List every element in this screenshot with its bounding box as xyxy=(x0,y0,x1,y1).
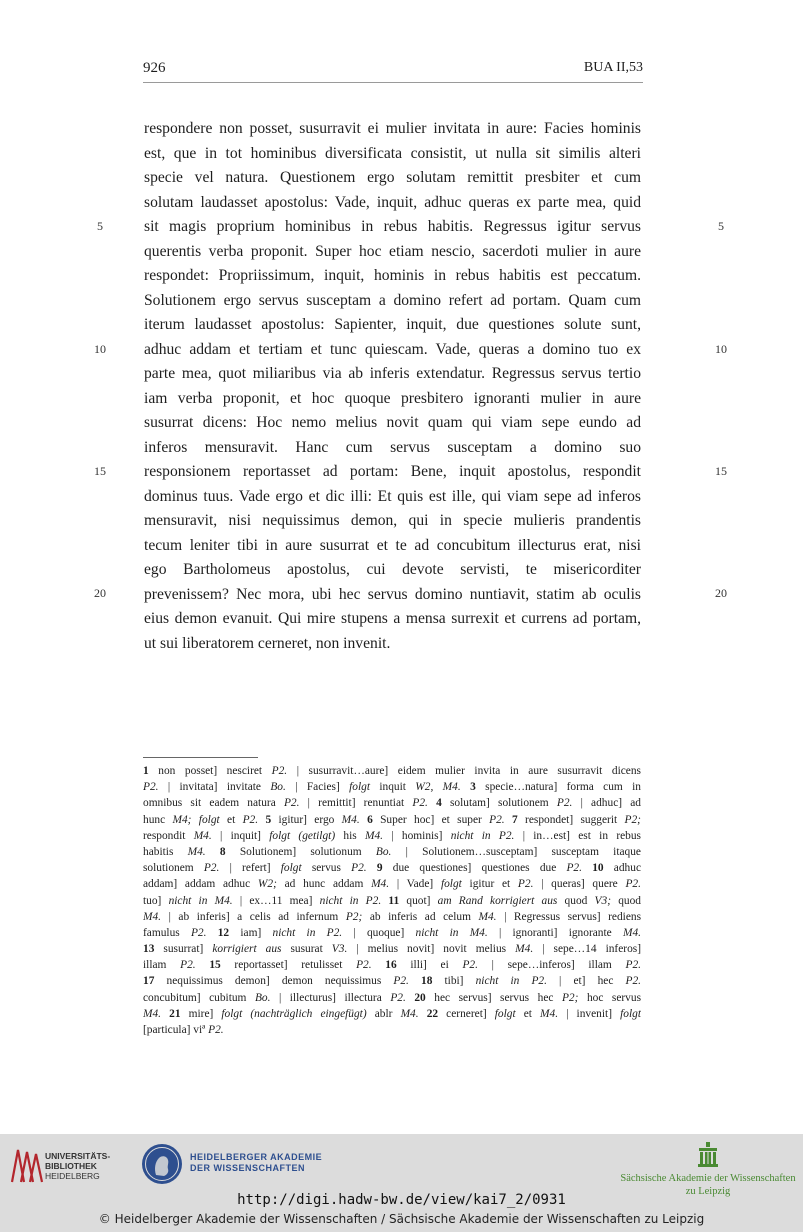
apparatus-text: illi] ei xyxy=(396,959,463,972)
apparatus-text: respondit xyxy=(143,829,194,842)
apparatus-text xyxy=(372,959,386,971)
apparatus-text: | susurravit…aure] eidem mulier invita in aure susurravit dicens xyxy=(287,765,641,777)
apparatus-text: due questiones] questiones due xyxy=(382,862,567,875)
line-number: 15 xyxy=(94,464,106,478)
apparatus-text: | Vade] xyxy=(389,878,441,891)
apparatus-siglum: P2. xyxy=(203,862,220,875)
line-number: 20 xyxy=(715,586,727,600)
running-head xyxy=(143,60,643,83)
apparatus-line-ref: 21 xyxy=(169,1007,181,1020)
apparatus-siglum: P2. xyxy=(462,959,478,972)
apparatus-siglum: P2; xyxy=(624,813,641,826)
text-line: ego Bartholomeus apostolus, cui devote servisti, te misericorditer xyxy=(144,561,641,578)
apparatus-siglum: P2; xyxy=(345,910,363,923)
apparatus-siglum: M4. xyxy=(371,878,390,891)
text-line: iterum laudasset apostolus: Sapienter, inquit, due questiones solute sunt, xyxy=(144,316,641,333)
apparatus-line-ref: 12 xyxy=(217,926,230,939)
apparatus-line-ref: 13 xyxy=(143,943,155,956)
apparatus-siglum: P2; xyxy=(561,991,579,1004)
apparatus-text xyxy=(409,975,421,987)
apparatus-line-ref: 22 xyxy=(426,1007,439,1020)
apparatus-text: | ignoranti] ignorante xyxy=(487,926,623,939)
text-line: parte mea, quot miliaribus via ab inferis extendatur. Regressus servus tertio xyxy=(144,365,641,382)
apparatus-siglum: P2. xyxy=(393,975,409,988)
apparatus-line xyxy=(143,812,641,828)
apparatus-siglum: P2. xyxy=(625,959,641,972)
text-line: respondet: Propriissimum, inquit, hominis in rebus habitis est peccatum. xyxy=(144,267,641,284)
apparatus-line xyxy=(143,860,641,876)
line-number: 10 xyxy=(715,342,727,356)
apparatus-text xyxy=(461,781,470,793)
apparatus-text: | Solutionem…susceptam] susceptam itaque xyxy=(391,845,641,858)
apparatus-line-ref: 20 xyxy=(414,991,426,1004)
apparatus-siglum: M4. xyxy=(515,943,534,956)
apparatus-siglum: W2, M4. xyxy=(415,781,461,794)
apparatus-siglum: P2. xyxy=(517,878,534,891)
apparatus-text: Solutionem] solutionum xyxy=(225,845,376,858)
apparatus-text: famulus xyxy=(143,926,191,939)
text-line: responsionem reportasset ad portam: Bene, inquit apostolus, respondit xyxy=(144,463,641,480)
apparatus-text: | queras] quere xyxy=(533,878,626,891)
apparatus-siglum: nicht in P2. xyxy=(319,894,382,907)
apparatus-text: addam] addam adhuc xyxy=(143,878,258,891)
apparatus-text xyxy=(360,814,367,826)
apparatus-text: | invenit] xyxy=(558,1007,621,1020)
apparatus-text xyxy=(582,862,592,874)
apparatus-text: et xyxy=(219,813,243,826)
text-line: adhuc addam et tertiam et tunc quiescam. Vade, queras a domino tuo ex xyxy=(144,340,641,358)
apparatus-line xyxy=(143,876,641,892)
hadw-seal-logo[interactable] xyxy=(140,1142,184,1186)
apparatus-siglum: P2. xyxy=(190,926,207,939)
apparatus-text: | remittit] renuntiat xyxy=(299,797,413,810)
text-line: querentis verba proponit. Super hoc etiam nescio, sacerdoti mulier in aure xyxy=(144,242,641,260)
apparatus-line-ref: 16 xyxy=(385,959,397,972)
apparatus-text: mire] xyxy=(180,1007,222,1020)
text-line: ut sui liberatorem cerneret, non invenit. xyxy=(144,634,391,652)
text-line: sit magis proprium hominibus in rebus habitis. Regressus igitur servus xyxy=(144,218,641,235)
apparatus-siglum: folgt xyxy=(280,862,302,875)
apparatus-line-ref: 6 xyxy=(367,813,373,826)
apparatus-text: hunc xyxy=(143,813,173,826)
apparatus-siglum: folgt (nachträglich eingefügt) xyxy=(221,1007,367,1020)
apparatus-text xyxy=(196,959,210,971)
text-line: solutam laudasset apostolus: Vade, inquit, adhuc queras ex parte mea, quid xyxy=(144,193,641,211)
apparatus-text: cerneret] xyxy=(438,1007,495,1020)
apparatus-text: | hominis] xyxy=(383,829,451,842)
apparatus-text: | inquit] xyxy=(211,829,270,842)
permalink-url[interactable]: http://digi.hadw-bw.de/view/kai7_2/0931 xyxy=(237,1192,566,1208)
apparatus-line-ref: 17 xyxy=(143,975,155,988)
apparatus-siglum: P2. xyxy=(283,797,300,810)
apparatus-line xyxy=(143,893,641,909)
apparatus-text: | ex…11 mea] xyxy=(232,894,320,907)
apparatus-line xyxy=(143,941,641,957)
apparatus-siglum: V3; xyxy=(594,894,611,907)
apparatus-text: nequissimus demon] demon nequissimus xyxy=(154,975,394,988)
apparatus-line xyxy=(143,973,641,989)
apparatus-siglum: M4. xyxy=(365,829,384,842)
apparatus-siglum: folgt (getilgt) xyxy=(269,829,336,842)
apparatus-text: concubitum] cubitum xyxy=(143,991,255,1004)
apparatus-siglum: nicht in M4. xyxy=(168,894,233,907)
apparatus-siglum: M4. xyxy=(622,926,641,939)
line-number: 20 xyxy=(94,586,106,600)
apparatus-text: hec servus] servus hec xyxy=(425,991,562,1004)
apparatus-text: | refert] xyxy=(219,862,281,875)
apparatus-line xyxy=(143,1006,641,1022)
apparatus-text xyxy=(505,814,512,826)
apparatus-text: respondet] suggerit xyxy=(517,813,625,826)
apparatus-line xyxy=(143,844,641,860)
apparatus-siglum: korrigiert aus xyxy=(212,943,282,956)
apparatus-siglum: P2. xyxy=(180,959,196,972)
apparatus-text: | Facies] xyxy=(285,781,350,794)
saw-name: Sächsische Akademie der Wissenschaften zu Leipzig xyxy=(620,1173,796,1197)
apparatus-siglum: folgt xyxy=(620,1007,641,1020)
apparatus-siglum: P2. xyxy=(625,878,641,891)
apparatus-line xyxy=(143,909,641,925)
apparatus-text: inquit xyxy=(370,781,416,794)
apparatus-line-ref: 11 xyxy=(388,894,400,907)
apparatus-siglum: P2. xyxy=(208,1024,224,1036)
text-line: est, que in tot hominibus diversificata consistit, ut nulla sit similis alteri xyxy=(144,144,641,162)
apparatus-text: quod xyxy=(557,894,595,907)
apparatus-text: quot] xyxy=(399,894,438,907)
apparatus-text: [particula] viª xyxy=(143,1024,209,1036)
apparatus-text: omnibus sit eadem natura xyxy=(143,797,284,810)
main-text xyxy=(144,117,641,656)
apparatus-siglum: M4. xyxy=(400,1007,419,1020)
apparatus-text: adhuc xyxy=(603,862,641,875)
apparatus-line xyxy=(143,795,641,811)
apparatus-text xyxy=(419,1008,427,1020)
apparatus-siglum: P2. xyxy=(356,959,372,972)
apparatus-siglum: nicht in P2. xyxy=(450,829,515,842)
page-number: 926 xyxy=(143,60,166,76)
apparatus-text: | ab inferis] a celis ad infernum xyxy=(161,910,346,923)
text-line: dominus tuus. Vade ergo et dic illi: Et quis est ille, qui viam sepe ad inferos xyxy=(144,487,641,505)
saw-leipzig-logo[interactable] xyxy=(697,1142,719,1168)
apparatus-line-ref: 10 xyxy=(592,862,604,875)
apparatus-line-ref: 15 xyxy=(209,959,221,972)
apparatus-text: | et] hec xyxy=(546,975,626,988)
apparatus-line-ref: 18 xyxy=(421,975,433,988)
line-number: 10 xyxy=(94,342,106,356)
apparatus-text: Super hoc] et super xyxy=(372,813,490,826)
text-line: tecum leniter tibi in aure susurrat et te ad concubitum illecturus erat, nisi xyxy=(144,536,641,554)
apparatus-text: ab inferis ad celum xyxy=(362,910,479,923)
hadw-name: HEIDELBERGER AKADEMIE DER WISSENSCHAFTEN xyxy=(190,1152,323,1173)
apparatus-line-ref: 4 xyxy=(436,797,442,810)
apparatus-text: non posset] nesciret xyxy=(148,765,272,777)
apparatus-siglum: nicht in M4. xyxy=(415,926,488,939)
text-line: specie vel natura. Questionem ergo solutam remittit presbiter et cum xyxy=(144,169,641,186)
text-line: susurrat dicens: Hoc nemo melius novit quam qui viam sepe eundo ad xyxy=(144,414,641,431)
apparatus-line xyxy=(143,779,641,795)
line-number: 5 xyxy=(97,219,103,233)
text-line: mensuravit, nisi nequissimus demon, qui in specie mulieris prandentis xyxy=(144,512,641,529)
apparatus-siglum: nicht in P2. xyxy=(272,926,343,939)
apparatus-text xyxy=(161,1008,169,1020)
apparatus-siglum: nicht in P2. xyxy=(475,975,547,988)
apparatus-text: et xyxy=(515,1007,541,1020)
section-reference: BUA II,53 xyxy=(583,60,643,75)
apparatus-siglum: P2. xyxy=(271,765,288,777)
apparatus-text xyxy=(428,797,436,809)
apparatus-text: solutionem xyxy=(143,862,204,875)
apparatus-siglum: P2. xyxy=(489,813,505,826)
apparatus-siglum: M4. xyxy=(143,910,162,923)
apparatus-siglum: P2. xyxy=(412,797,428,810)
apparatus-text: illam xyxy=(143,959,181,972)
apparatus-line xyxy=(143,990,641,1006)
apparatus-siglum: P2. xyxy=(143,781,159,794)
apparatus-line-ref: 1 xyxy=(143,765,149,777)
apparatus-text: ad hunc addam xyxy=(276,878,372,891)
apparatus-siglum: W2; xyxy=(257,878,277,891)
apparatus-siglum: M4. xyxy=(540,1007,559,1020)
apparatus-text xyxy=(206,846,220,858)
apparatus-siglum: P2. xyxy=(566,862,582,875)
apparatus-text: igitur] ergo xyxy=(271,813,342,826)
apparatus-text: | Regressus servus] rediens xyxy=(496,910,641,923)
apparatus-siglum: M4. xyxy=(187,845,206,858)
apparatus-siglum: Bo. xyxy=(254,991,271,1004)
apparatus-text: | melius novit] novit melius xyxy=(347,943,516,956)
text-line: respondere non posset, susurravit ei mulier invitata in aure: Facies hominis xyxy=(144,120,641,137)
apparatus-siglum: folgt xyxy=(349,781,370,794)
apparatus-text: susurrat] xyxy=(154,943,213,956)
apparatus-text: servus xyxy=(301,862,352,875)
apparatus-siglum: M4; folgt xyxy=(172,813,220,826)
text-line: eius demon evanuit. Qui mire stupens a mensa surrexit et currens ad portam, xyxy=(144,610,641,627)
apparatus-siglum: Bo. xyxy=(270,781,286,794)
apparatus-text: tibi] xyxy=(432,975,476,988)
apparatus-siglum: am Rand korrigiert aus xyxy=(437,894,558,907)
apparatus-text: iam] xyxy=(229,926,273,939)
apparatus-line-ref: 5 xyxy=(265,813,272,826)
apparatus-text: | adhuc] ad xyxy=(572,797,641,810)
apparatus-line xyxy=(143,957,641,973)
text-line: Solutionem ergo servus susceptam a domino refert ad portam. Quam cum xyxy=(144,291,641,309)
apparatus-line-ref: 8 xyxy=(219,845,226,858)
apparatus-siglum: P2. xyxy=(390,991,406,1004)
apparatus-text: ablr xyxy=(366,1007,401,1020)
apparatus-siglum: folgt xyxy=(440,878,462,891)
apparatus-text: his xyxy=(335,829,365,842)
apparatus-text: | invitata] invitate xyxy=(158,781,271,794)
apparatus-siglum: P2. xyxy=(242,813,259,826)
apparatus-siglum: M4. xyxy=(478,910,497,923)
apparatus-text: igitur et xyxy=(461,878,518,891)
apparatus-line xyxy=(143,1022,641,1038)
copyright-notice: © Heidelberger Akademie der Wissenschaften / Sächsische Akademie der Wissenschaften zu Leipzig xyxy=(98,1212,705,1226)
apparatus-text: | illecturus] illectura xyxy=(270,991,391,1004)
apparatus-line-ref: 3 xyxy=(470,781,476,794)
apparatus-line xyxy=(143,925,641,941)
critical-apparatus xyxy=(143,763,641,1038)
apparatus-siglum: P2. xyxy=(351,862,367,875)
apparatus-siglum: Bo. xyxy=(375,845,392,858)
apparatus-text: | quoque] xyxy=(342,926,416,939)
apparatus-line-ref: 7 xyxy=(512,813,518,826)
line-number: 15 xyxy=(715,464,727,478)
apparatus-line-ref: 9 xyxy=(376,862,383,875)
apparatus-siglum: V3. xyxy=(331,943,348,956)
apparatus-text: | sepe…14 inferos] xyxy=(533,943,641,956)
apparatus-text: | in…est] est in rebus xyxy=(514,829,641,842)
apparatus-siglum: P2. xyxy=(556,797,573,810)
apparatus-text xyxy=(206,927,217,939)
apparatus-siglum: P2. xyxy=(625,975,641,988)
apparatus-siglum: folgt xyxy=(494,1007,516,1020)
apparatus-siglum: M4. xyxy=(341,813,360,826)
footnote-divider xyxy=(143,757,258,758)
text-line: prevenissem? Nec mora, ubi hec servus domino nuntiavit, statim ab oculis xyxy=(144,585,641,603)
apparatus-line xyxy=(143,828,641,844)
apparatus-siglum: M4. xyxy=(143,1007,162,1020)
line-number: 5 xyxy=(718,219,724,233)
apparatus-text: specie…natura] forma cum in xyxy=(475,781,641,794)
apparatus-text: | sepe…inferos] illam xyxy=(477,959,626,972)
apparatus-text: hoc servus xyxy=(578,991,641,1004)
apparatus-text xyxy=(367,862,377,874)
apparatus-text: tuo] xyxy=(143,894,169,907)
apparatus-text: susurat xyxy=(281,943,332,956)
apparatus-text: habitis xyxy=(143,845,188,858)
text-line: inferos mensuravit. Hanc cum servus susceptam a domino suo xyxy=(144,438,641,456)
ub-heidelberg-name: UNIVERSITÄTS- BIBLIOTHEK HEIDELBERG xyxy=(45,1151,111,1181)
apparatus-text: quod xyxy=(611,894,641,907)
apparatus-line xyxy=(143,763,641,779)
apparatus-siglum: M4. xyxy=(193,829,212,842)
apparatus-text: solutam] solutionem xyxy=(441,797,557,810)
viewer-footer xyxy=(0,1134,803,1232)
text-line: iam verba proponit, et hoc quoque presbitero ignoranti mulier in aure xyxy=(144,389,641,407)
apparatus-text: reportasset] retulisset xyxy=(220,959,357,972)
